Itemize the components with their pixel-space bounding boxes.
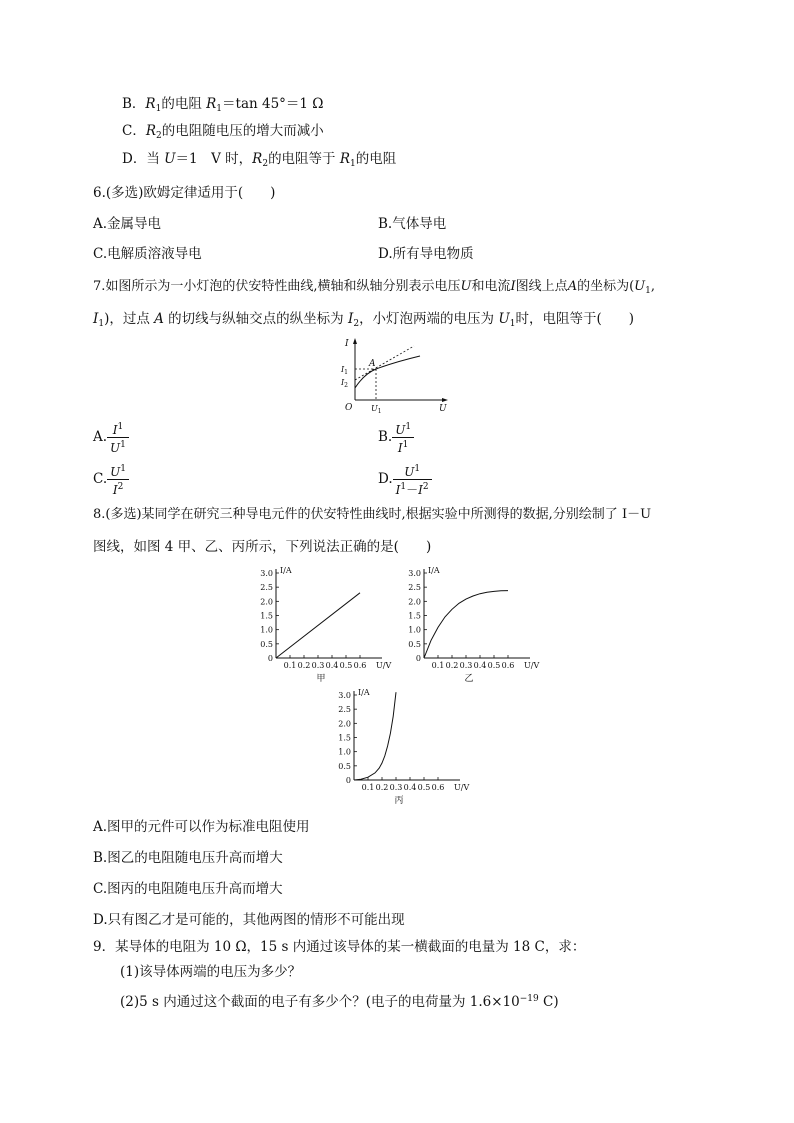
y-tick-label: 1.5	[408, 611, 421, 621]
y-tick-label: 2.5	[338, 705, 351, 715]
q7-option-a: A. $\frac{I^1}{U^1}$	[93, 420, 129, 455]
x-tick-label: 0.4	[325, 661, 339, 670]
y-tick-label: 0.5	[260, 639, 273, 649]
q7-curve	[355, 356, 420, 388]
x-tick-label: 0.4	[473, 661, 487, 670]
x-tick-label: 0.5	[417, 783, 431, 792]
q7-tangent-line	[355, 346, 414, 380]
y-tick-label: 3.0	[260, 569, 273, 578]
x-tick-label: 0.4	[403, 783, 417, 792]
q9-stem: 9．某导体的电阻为 10 Ω，15 s 内通过该导体的某一横截面的电量为 18 C，求：	[93, 939, 586, 955]
x-tick-label: 0.3	[311, 661, 325, 670]
q8-stem-line1: 8.(多选)某同学在研究三种导电元件的伏安特性曲线时,根据实验中所测得的数据,分别绘制了 I－U	[93, 507, 652, 522]
y-tick-label: 2.0	[408, 597, 421, 607]
x-axis-label: U/V	[524, 661, 540, 670]
q6-stem: 6.(多选)欧姆定律适用于( )	[93, 185, 276, 201]
q6-option-d: D.所有导电物质	[378, 246, 474, 262]
y-tick-label: 0	[415, 654, 421, 663]
x-axis-label: U/V	[454, 783, 470, 792]
x-axis-label: U/V	[376, 661, 392, 670]
y-tick-label: 0	[345, 776, 351, 785]
y-tick-label: 2.5	[408, 583, 421, 593]
q9-part1: (1)该导体两端的电压为多少？	[120, 964, 302, 980]
x-tick-label: 0.6	[353, 661, 367, 670]
y-tick-label: 0	[267, 654, 273, 663]
q7-x-arrow	[442, 398, 448, 402]
q6-option-c: C.电解质溶液导电	[93, 246, 202, 262]
y-axis-label: I/A	[428, 566, 440, 575]
x-tick-label: 0.3	[459, 661, 473, 670]
y-tick-label: 0.5	[408, 639, 421, 649]
q8-stem-line2: 图线，如图 4 甲、乙、丙所示，下列说法正确的是( )	[93, 539, 432, 555]
q5-option-d: D．当 U＝1 V 时，$R_2$的电阻等于 $R_1$的电阻	[122, 151, 397, 169]
y-tick-label: 1.5	[338, 733, 351, 743]
q7-option-b: B. $\frac{U^1}{I^1}$	[378, 420, 414, 455]
y-axis-label: I/A	[358, 688, 370, 697]
y-tick-label: 1.0	[260, 625, 273, 635]
q8-option-b: B.图乙的电阻随电压升高而增大	[93, 850, 283, 866]
q8-option-d: D.只有图乙才是可能的，其他两图的情形不可能出现	[93, 912, 405, 928]
x-tick-label: 0.1	[361, 783, 375, 792]
chart-yi	[396, 563, 546, 683]
q7-option-c: C. $\frac{U^1}{I^2}$	[93, 462, 129, 497]
y-tick-label: 1.5	[260, 611, 273, 621]
q7-label-u1: $U_1$	[371, 404, 382, 415]
q8-option-c: C.图丙的电阻随电压升高而增大	[93, 881, 283, 897]
q7-stem-line1: 7.如图所示为一小灯泡的伏安特性曲线,横轴和纵轴分别表示电压U和电流I图线上点A的坐标为($U_1$,	[93, 279, 655, 296]
q7-stem-line2: $I_1$)，过点 A 的切线与纵轴交点的纵坐标为 $I_2$，小灯泡两端的电压为 $U_1$时，电阻等于( )	[93, 311, 635, 329]
x-tick-label: 0.6	[501, 661, 515, 670]
q7-label-u: U	[439, 404, 447, 414]
q5-option-c: C．$R_2$的电阻随电压的增大而减小	[122, 123, 324, 141]
y-axis-label: I/A	[280, 566, 292, 575]
chart-caption: 甲	[316, 674, 326, 683]
q7-y-arrow	[353, 338, 357, 344]
q7-option-d: D. $\frac{U^1}{I^1-I^2}$	[378, 462, 432, 497]
y-tick-label: 3.0	[338, 691, 351, 700]
series-line	[276, 593, 360, 658]
x-tick-label: 0.1	[431, 661, 445, 670]
q7-label-i: I	[345, 339, 349, 349]
x-tick-label: 0.5	[339, 661, 353, 670]
series-line	[424, 591, 508, 658]
chart-bing	[326, 685, 476, 805]
y-tick-label: 2.5	[260, 583, 273, 593]
x-tick-label: 0.5	[487, 661, 501, 670]
q7-label-o: O	[345, 403, 353, 413]
x-tick-label: 0.2	[445, 661, 459, 670]
x-tick-label: 0.2	[297, 661, 311, 670]
chart-caption: 乙	[464, 674, 474, 683]
x-tick-label: 0.3	[389, 783, 403, 792]
q6-option-a: A.金属导电	[93, 216, 162, 232]
q6-option-b: B.气体导电	[378, 216, 447, 232]
q7-label-a: A	[369, 359, 376, 369]
x-tick-label: 0.6	[431, 783, 445, 792]
series-line	[354, 692, 396, 780]
q8-option-a: A.图甲的元件可以作为标准电阻使用	[93, 819, 310, 835]
q7-label-i2: $I_2$	[341, 378, 348, 389]
y-tick-label: 2.0	[338, 719, 351, 729]
chart-jia	[248, 563, 398, 683]
x-tick-label: 0.2	[375, 783, 389, 792]
chart-caption: 丙	[394, 796, 404, 805]
y-tick-label: 1.0	[338, 747, 351, 757]
x-tick-label: 0.1	[283, 661, 297, 670]
y-tick-label: 3.0	[408, 569, 421, 578]
q9-part2: (2)5 s 内通过这个截面的电子有多少个？(电子的电荷量为 $1.6\times 10^{-19}$ C)	[120, 994, 559, 1010]
q7-iu-figure	[340, 336, 455, 416]
q7-label-i1: $I_1$	[341, 365, 348, 376]
y-tick-label: 1.0	[408, 625, 421, 635]
q5-option-b: B．$R_1$的电阻 $R_1=\tan$ 45°＝1 Ω	[122, 96, 324, 114]
y-tick-label: 2.0	[260, 597, 273, 607]
y-tick-label: 0.5	[338, 761, 351, 771]
